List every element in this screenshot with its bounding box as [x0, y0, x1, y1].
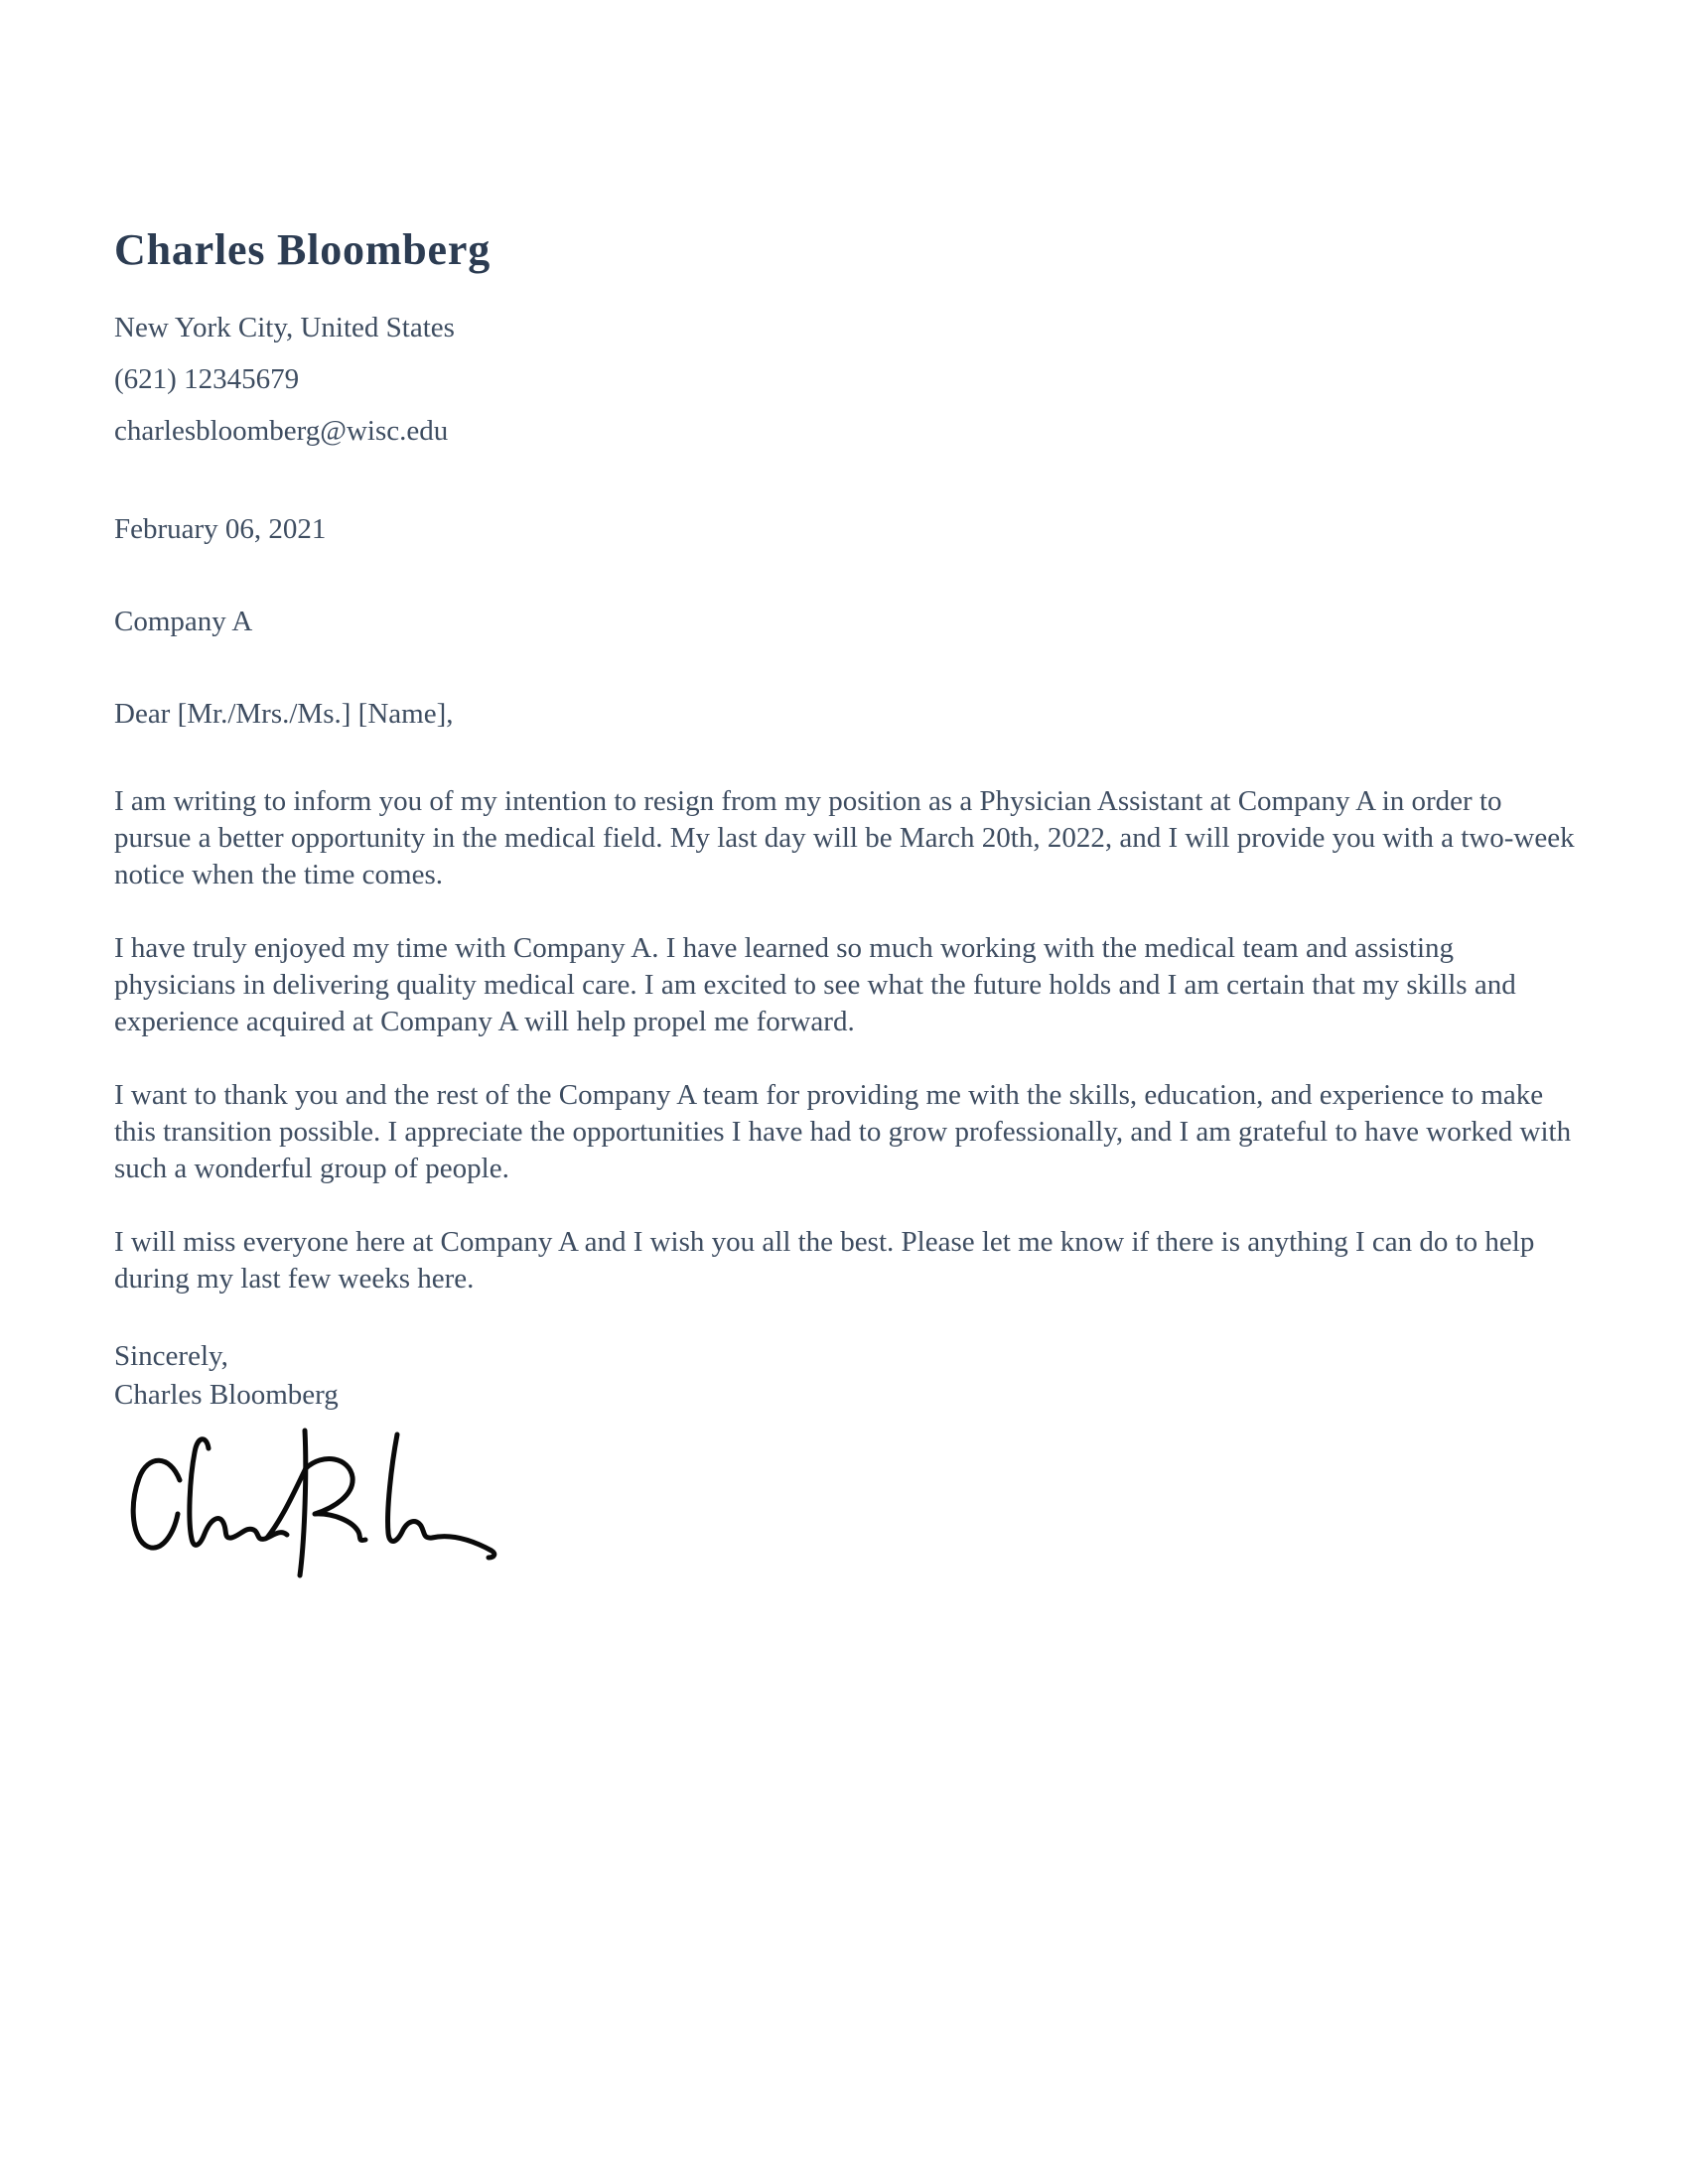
letter-date: February 06, 2021 — [114, 513, 327, 545]
closing-block — [114, 1337, 1577, 1415]
salutation: Dear [Mr./Mrs./Ms.] [Name], — [114, 698, 454, 730]
sender-email: charlesbloomberg@wisc.edu — [114, 415, 449, 447]
sender-location: New York City, United States — [114, 312, 455, 343]
signature-image — [108, 1427, 505, 1580]
recipient-name: Company A — [114, 606, 253, 637]
body-paragraph-4: I will miss everyone here at Company A and I wish you all the best. Please let me know if there is anything I can do to help during my last few weeks here. — [114, 1226, 1535, 1295]
body-paragraph-1: I am writing to inform you of my intention to resign from my position as a Physician Assistant at Company A in order to pursue a better opportunity in the medical field. My last day will be March 20th, 2022, and I will provide you with a two-week notice when the time comes. — [114, 785, 1575, 890]
contact-block — [114, 302, 1577, 457]
body-paragraph-3: I want to thank you and the rest of the Company A team for providing me with the skills, education, and experience to make this transition possible. I appreciate the opportunities I have had to grow professionally, and I am grateful to have worked with such a wonderful group of people. — [114, 1079, 1572, 1184]
closing-word: Sincerely, — [114, 1340, 228, 1372]
signature-printed-name: Charles Bloomberg — [114, 1379, 339, 1411]
signature-svg — [108, 1427, 505, 1580]
sender-name-heading: Charles Bloomberg — [114, 225, 492, 274]
sender-phone: (621) 12345679 — [114, 363, 300, 395]
body-paragraph-2: I have truly enjoyed my time with Company A. I have learned so much working with the medical team and assisting physicians in delivering quality medical care. I am excited to see what the future holds and I am certain that my skills and experience acquired at Company A will help propel me forward. — [114, 932, 1516, 1037]
